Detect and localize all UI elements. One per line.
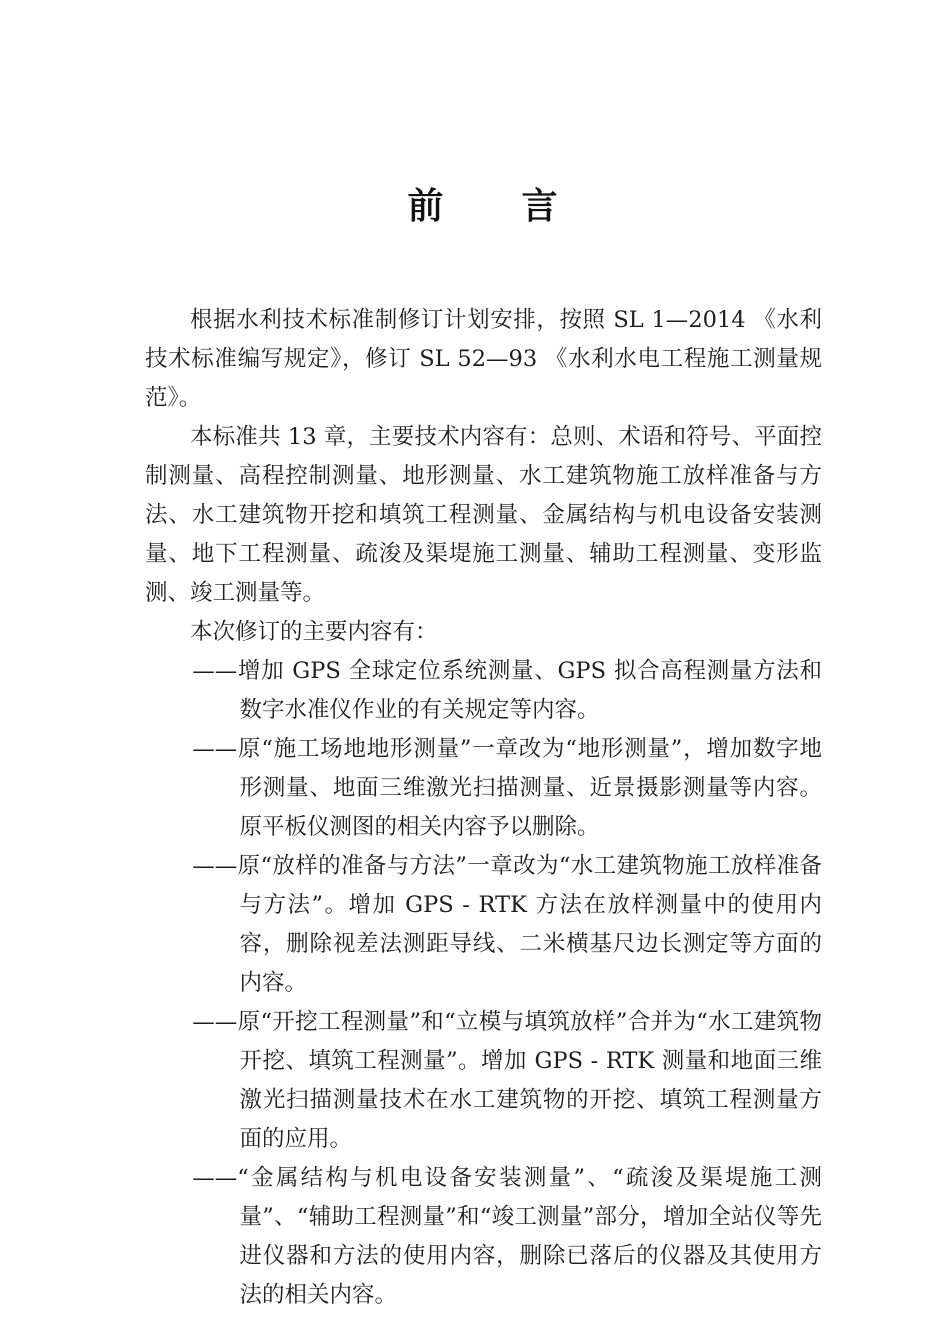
revision-list-item: ——原“施工场地地形测量”一章改为“地形测量”，增加数字地形测量、地面三维激光扫描测量、近景摄影测量等内容。原平板仪测图的相关内容予以删除。 xyxy=(192,736,822,840)
revision-list-item: ——增加 GPS 全球定位系统测量、GPS 拟合高程测量方法和数字水准仪作业的有关规定等内容。 xyxy=(192,658,822,723)
revision-list-item: ——原“放样的准备与方法”一章改为“水工建筑物施工放样准备与方法”。增加 GPS - RTK 方法在放样测量中的使用内容，删除视差法测距导线、二米横基尺边长测定等方面的内容。 xyxy=(192,853,822,996)
revision-list-item: ——“金属结构与机电设备安装测量”、“疏浚及渠堤施工测量”、“辅助工程测量”和“竣工测量”部分，增加全站仪等先进仪器和方法的使用内容，删除已落后的仪器及其使用方法的相关内容。 xyxy=(192,1165,822,1308)
paragraph-contents: 本标准共 13 章，主要技术内容有：总则、术语和符号、平面控制测量、高程控制测量、地形测量、水工建筑物施工放样准备与方法、水工建筑物开挖和填筑工程测量、金属结构与机电设备安装测量、地下工程测量、疏浚及渠堤施工测量、辅助工程测量、变形监测、竣工测量等。 xyxy=(145,424,822,606)
revision-list-item: ——原“开挖工程测量”和“立模与填筑放样”合并为“水工建筑物开挖、填筑工程测量”。增加 GPS - RTK 测量和地面三维激光扫描测量技术在水工建筑物的开挖、填筑工程测量方面的应用。 xyxy=(192,1009,822,1152)
paragraph-revision-lead: 本次修订的主要内容有： xyxy=(190,619,438,645)
document-body xyxy=(145,301,822,1315)
paragraph-intro: 根据水利技术标准制修订计划安排，按照 SL 1—2014 《水利技术标准编写规定》，修订 SL 52—93 《水利水电工程施工测量规范》。 xyxy=(145,307,822,411)
page-title: 前 言 xyxy=(407,186,560,227)
